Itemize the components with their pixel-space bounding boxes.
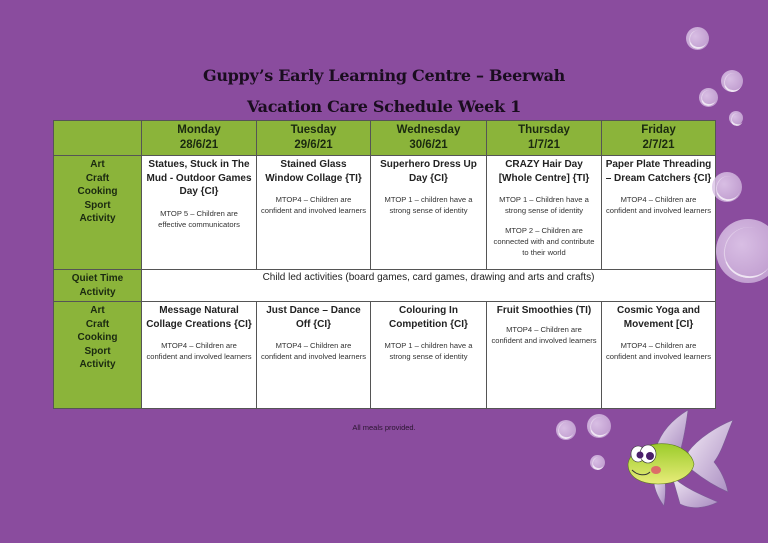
activity-title: Statues, Stuck in The Mud - Outdoor Games Day {CI} (146, 159, 252, 197)
column-header-wednesday (371, 121, 487, 156)
day-date: 30/6/21 (409, 139, 448, 151)
day-name: Thursday (518, 124, 570, 136)
label-line: Art (90, 159, 105, 170)
label-line: Craft (85, 318, 110, 330)
label-line: Activity (79, 359, 116, 370)
learning-outcome: MTOP4 – Children are confident and involved learners (260, 341, 367, 361)
day-name: Monday (177, 124, 221, 136)
activity-cell (371, 156, 487, 270)
day-date: 28/6/21 (179, 139, 219, 151)
quiet-time-activities: Child led activities (board games, card games, drawing and arts and crafts) (142, 270, 716, 302)
table-row-quiet-time (54, 270, 716, 302)
footer-note: All meals provided. (352, 423, 416, 432)
row-label (54, 156, 142, 270)
bubble-icon (699, 88, 718, 107)
activity-title: Fruit Smoothies (TI) (496, 305, 592, 316)
header-row (54, 121, 716, 156)
learning-outcome: MTOP4 – Children are confident and involved learners (491, 324, 597, 345)
activity-cell (257, 156, 371, 270)
activity-title: Cosmic Yoga and Movement [CI} (617, 305, 700, 330)
column-header-friday (602, 121, 716, 156)
activity-title: Message Natural Collage Creations {CI} (146, 305, 252, 330)
learning-outcome: MTOP 1 – children have a strong sense of identity (384, 341, 473, 361)
fish-icon (618, 408, 736, 518)
label-line: Activity (79, 213, 116, 224)
label-line: Quiet Time (71, 273, 124, 284)
bubble-icon (590, 455, 605, 470)
label-line: Sport (84, 345, 111, 357)
label-line: Craft (85, 172, 110, 184)
activity-title: Just Dance – Dance Off {CI} (266, 305, 361, 330)
activity-cell (602, 302, 716, 409)
label-line: Art (90, 305, 105, 316)
day-name: Wednesday (396, 124, 461, 136)
bubble-icon (587, 414, 611, 438)
table-row-afternoon (54, 302, 716, 409)
corner-cell (54, 121, 142, 156)
activity-title: Superhero Dress Up Day {CI} (380, 159, 477, 184)
label-line: Cooking (77, 186, 118, 197)
activity-title: CRAZY Hair Day [Whole Centre] {TI} (498, 159, 590, 184)
day-date: 1/7/21 (528, 139, 560, 151)
schedule-table (53, 120, 716, 409)
activity-cell (602, 156, 716, 270)
learning-outcome: MTOP4 – Children are confident and involved learners (260, 195, 367, 215)
activity-cell (371, 302, 487, 409)
row-label (54, 302, 142, 409)
activity-cell (487, 156, 602, 270)
learning-outcome: MTOP4 – Children are confident and involved learners (605, 341, 712, 361)
label-line: Activity (79, 286, 116, 298)
bubble-icon (556, 420, 576, 440)
activity-title: Stained Glass Window Collage {TI} (265, 159, 362, 184)
activity-cell (487, 302, 602, 409)
activity-cell (142, 302, 257, 409)
column-header-thursday (487, 121, 602, 156)
learning-outcome: MTOP 1 – Children have a strong sense of identity (499, 195, 589, 215)
learning-outcome: MTOP 2 – Children are connected with and contribute to their world (493, 226, 595, 257)
bubble-icon (721, 70, 743, 92)
bubble-icon (716, 219, 768, 283)
bubble-icon (712, 172, 742, 202)
day-date: 2/7/21 (642, 139, 675, 151)
column-header-monday (142, 121, 257, 156)
day-name: Friday (641, 124, 676, 136)
bubble-icon (686, 27, 709, 50)
day-date: 29/6/21 (294, 139, 333, 151)
activity-title: Paper Plate Threading – Dream Catchers {CI} (605, 159, 712, 184)
activity-title: Colouring In Competition {CI} (389, 305, 468, 330)
activity-cell (257, 302, 371, 409)
day-name: Tuesday (290, 124, 337, 136)
learning-outcome: MTOP 1 – children have a strong sense of identity (384, 195, 473, 215)
column-header-tuesday (257, 121, 371, 156)
label-line: Sport (84, 199, 111, 211)
bubble-icon (729, 111, 743, 125)
row-label (54, 270, 142, 302)
centre-title: Guppy’s Early Learning Centre – Beerwah (202, 66, 566, 85)
learning-outcome: MTOP4 – Children are confident and involved learners (146, 341, 252, 361)
learning-outcome: MTOP4 – Children are confident and involved learners (605, 195, 712, 215)
schedule-title: Vacation Care Schedule Week 1 (247, 97, 521, 116)
learning-outcome: MTOP 5 – Children are effective communicators (158, 208, 240, 229)
label-line: Cooking (77, 332, 118, 343)
table-row-morning (54, 156, 716, 270)
activity-cell (142, 156, 257, 270)
